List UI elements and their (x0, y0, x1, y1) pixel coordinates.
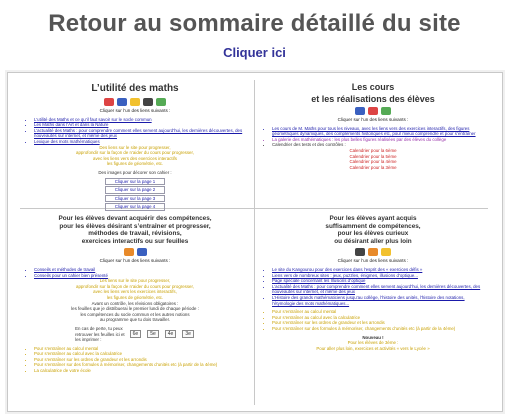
click-here-link[interactable]: Cliquer ici (223, 45, 286, 60)
decoration-icons (258, 107, 488, 115)
link-galerie[interactable]: • La galerie des mathématiques : les plus belles figures réalisées par des élèves du collège (272, 137, 488, 143)
compass-icon (143, 98, 153, 106)
images-label: Des images pour décorer son cahier : (98, 169, 172, 175)
link-histoire[interactable]: • L’Histoire des grands mathématiciens jusqu’au collège, l’histoire des unités, l’histoire des notations, l’étymologie des mots mathématiques... (272, 295, 488, 306)
link-calcul-mental-2[interactable]: • Pour s’entraîner au calcul mental (272, 309, 488, 315)
calendar-6[interactable]: Calendrier pour la 6ème (349, 147, 397, 153)
click-prompt: Cliquer sur l’un des liens suivants : (337, 117, 409, 122)
link-formules[interactable]: • Pour s’entraîner sur des formules à mémoriser, changements d’unités etc (à partir de la 4ème) (34, 362, 250, 368)
student-icon (124, 248, 134, 256)
calendar-label: • Calendrier des tests et des contrôles : (272, 142, 488, 148)
pencil-icon (355, 107, 365, 115)
decoration-icons (20, 98, 250, 106)
panel-heading-line2: et les réalisations des élèves (311, 94, 435, 104)
star-icon (130, 98, 140, 106)
decoration-icons (20, 248, 250, 256)
link-art-nature[interactable]: • Les Maths dans l’Art et dans la Nature (34, 122, 250, 128)
calendar-3[interactable]: Calendrier pour la 3ème (349, 164, 397, 170)
link-cours[interactable]: • Les cours de M. Maths pour tous les niveaux, avec les liens vers des exercices interactifs, des figures géométriques dynamiques, des compléments historiques etc, pour mieux comprendre et pour s’entraîner (272, 126, 488, 137)
link-lycee[interactable]: Pour aller plus loin, exercices et activités « vers le Lycée » (316, 345, 430, 351)
click-prompt: Cliquer sur l’un des liens suivants : (99, 258, 171, 264)
link-3eme[interactable]: Pour les élèves de 3ème : (347, 340, 399, 346)
extra-links (258, 340, 488, 351)
link-calculatrice[interactable]: • Pour s’entraîner au calcul avec la calculatrice (34, 351, 250, 357)
panel-cours[interactable] (258, 80, 488, 205)
image-link-1[interactable]: Cliquer sur la page 1 (105, 178, 165, 186)
levels-row (20, 326, 250, 343)
figure-icon (368, 248, 378, 256)
link-ordres-grandeur[interactable]: • Pour s’entraîner sur les ordres de grandeur et les arrondis (34, 357, 250, 363)
panel-heading: Pour les élèves devant acquérir des compétences, pour les élèves désirant s’entraîner et progresser, méthodes de travail, révisions, exercices interactifs ou sur feuilles (58, 215, 212, 245)
horizontal-divider (20, 208, 488, 209)
decoration-icons (258, 248, 488, 256)
ruler-icon (368, 107, 378, 115)
socle-note: Avant un contrôle, les révisions obligatoires : les feuilles que je distribuerai le premier lundi de chaque période : les compétences du socle commun et les autres notions au programme que tu dois travailler. (71, 300, 199, 323)
level-6-button[interactable]: 6e (130, 330, 142, 338)
panel-heading: Pour les élèves ayant acquis suffisamment de compétences, pour les élèves curieux ou désirant aller plus loin (325, 215, 421, 245)
link-lexique[interactable]: • Lexique des mots mathématiques (34, 139, 250, 145)
link-cahier[interactable]: • Conseils pour un cahier bien présenté (34, 273, 250, 279)
panel-heading: L’utilité des maths (91, 83, 179, 94)
yellow-note: Les liens sur le site pour progresser, approfondir sur la façon de n’aider du cours pour progresser, avec les liens vers les exercices interactifs, les figures de géométrie, etc. (76, 278, 194, 300)
image-link-2[interactable]: Cliquer sur la page 2 (105, 186, 165, 194)
image-link-4[interactable]: Cliquer sur la page 4 (105, 203, 165, 211)
link-ordres-grandeur-2[interactable]: • Pour s’entraîner sur les ordres de grandeur et les arrondis (272, 320, 488, 326)
calendar-5[interactable]: Calendrier pour la 5ème (349, 153, 397, 159)
link-utilite[interactable]: • L’utilité des Maths et ce qu’il faut savoir sur le socle commun (34, 117, 250, 123)
link-sites-jeux[interactable]: • Liens vers de nombreux sites : jeux, puzzles, énigmes, illusions d’optique... (272, 273, 488, 279)
triangle-icon (381, 107, 391, 115)
trophy-icon (381, 248, 391, 256)
panel-aller-plus-loin[interactable] (258, 212, 488, 402)
link-calculatrice-2[interactable]: • Pour s’entraîner au calcul avec la calculatrice (272, 315, 488, 321)
level-3-button[interactable]: 3e (182, 330, 194, 338)
link-formules-2[interactable]: • Pour s’entraîner sur des formules à mémoriser, changements d’unités etc (à partir de la 4ème) (272, 326, 488, 332)
image-link-3[interactable]: Cliquer sur la page 3 (105, 195, 165, 203)
vertical-divider (254, 80, 255, 405)
image-links (105, 178, 165, 211)
runner-icon (355, 248, 365, 256)
level-5-button[interactable]: 5e (147, 330, 159, 338)
link-illusions[interactable]: • Page spéciale concernant les Illusions d’optique (272, 278, 488, 284)
calendar-links (258, 148, 488, 170)
click-prompt: Cliquer sur l’un des liens suivants : (99, 108, 171, 113)
link-kangourou[interactable]: • Le site du Kangourou pour des exercices dans l’esprit des « exercices défis » (272, 267, 488, 273)
link-calcul-mental[interactable]: • Pour s’entraîner au calcul mental (34, 346, 250, 352)
panel-utilite-des-maths[interactable] (20, 80, 250, 210)
panel-heading-line1: Les cours (351, 82, 395, 92)
levels-intro: En cas de perte, tu peux retrouver les feuilles ici et les imprimer : (75, 325, 125, 343)
page-title: Retour au sommaire détaillé du site (48, 10, 461, 37)
click-prompt: Cliquer sur l’un des liens suivants : (337, 258, 409, 264)
yellow-note: Des liens sur le site pour progresser, approfondir sur la façon de n’aider du cours pour progresser, avec les liens vers des exercices interactifs les figures de géométrie, etc. (76, 144, 194, 167)
level-4-button[interactable]: 4e (165, 330, 177, 338)
calendar-4[interactable]: Calendrier pour la 4ème (349, 159, 397, 165)
link-calculatrice-ecole[interactable]: • La calculatrice de votre école (34, 368, 250, 374)
book-icon (104, 98, 114, 106)
globe-icon (117, 98, 127, 106)
panel-competences[interactable] (20, 212, 250, 402)
link-actualite[interactable]: • L’actualité des Maths : pour comprendre comment elles servent aujourd’hui, les dernières découvertes, des nouveautés sur internet, et même des jeux (34, 128, 250, 139)
link-conseils[interactable]: • Conseils et méthodes de travail (34, 267, 250, 273)
desk-icon (137, 248, 147, 256)
leaf-icon (156, 98, 166, 106)
link-actualite-maths[interactable]: • L’actualité des Maths : pour comprendre comment elles servent aujourd’hui, les dernières découvertes, des nouveautés sur internet, et même des jeux (272, 284, 488, 295)
new-label: Nouveau ! (362, 334, 384, 340)
